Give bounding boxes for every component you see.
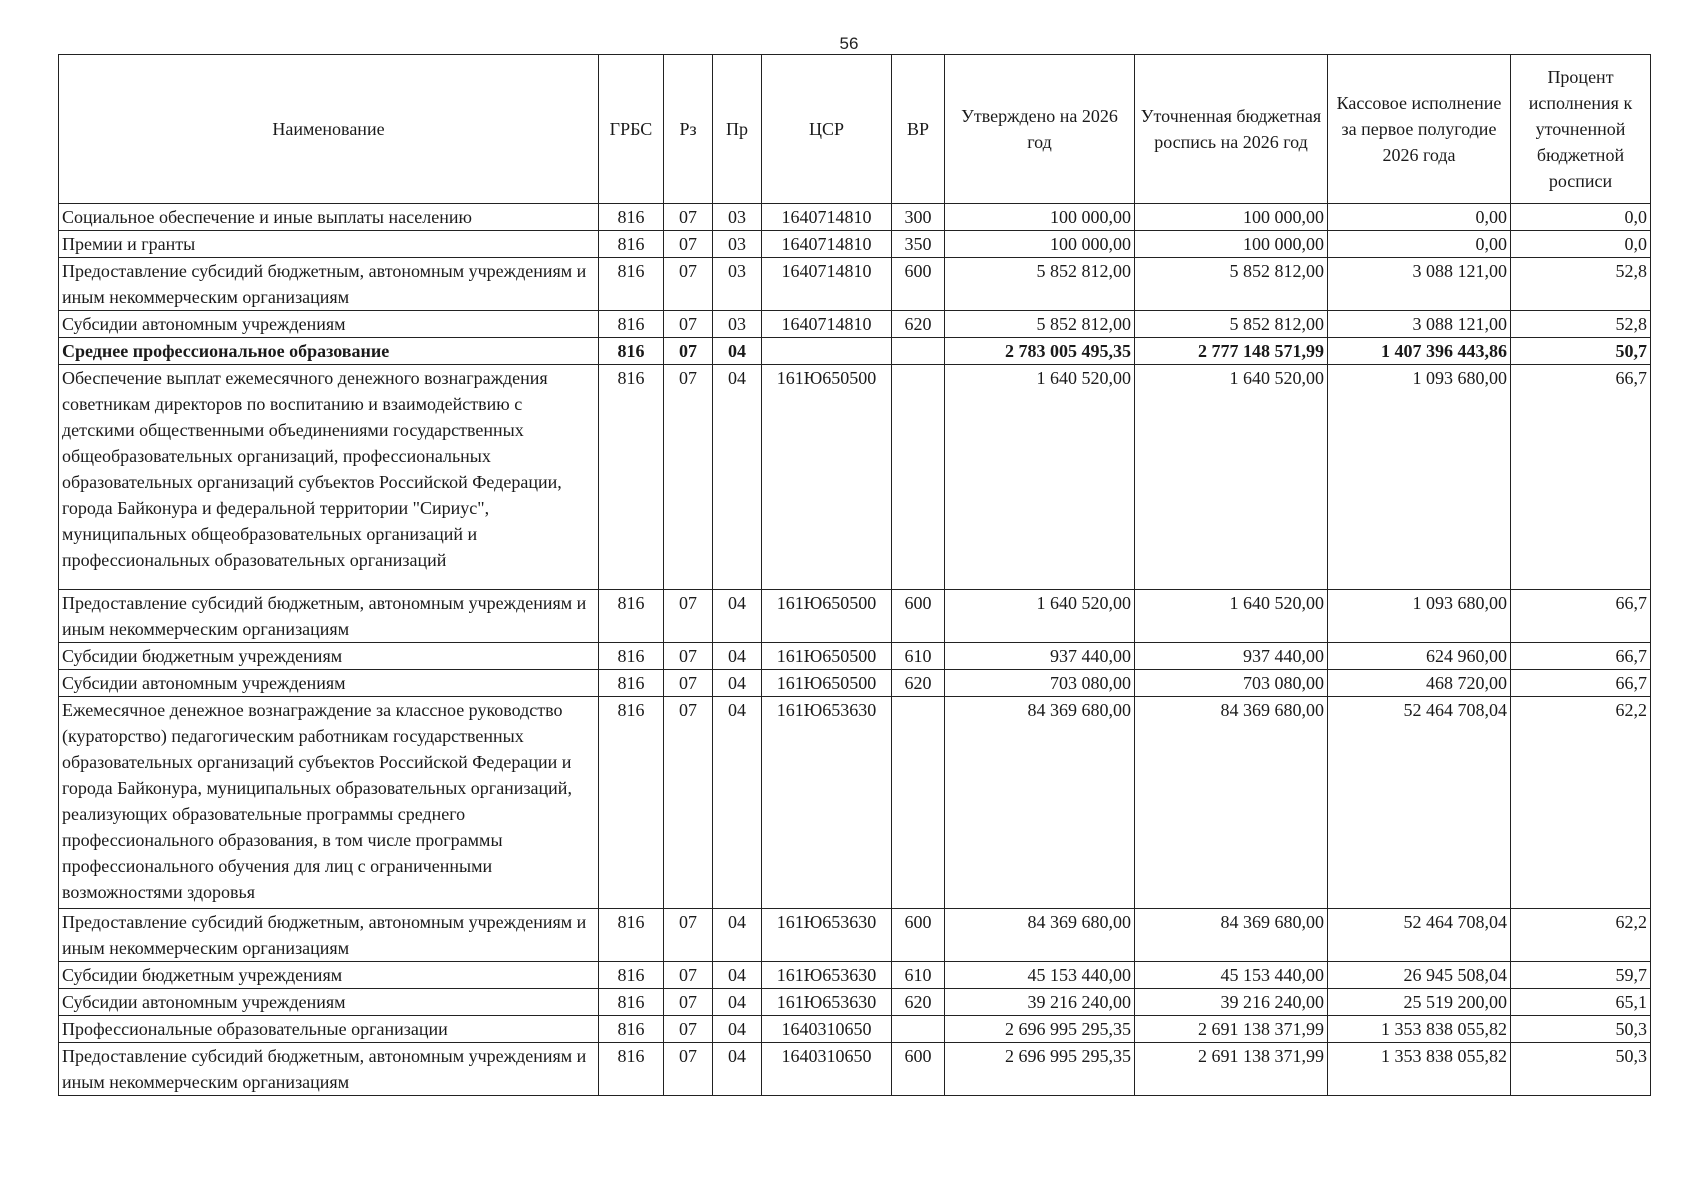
cell-cash: 1 093 680,00 bbox=[1328, 365, 1511, 590]
cell-pr: 04 bbox=[713, 670, 762, 697]
cell-grbs: 816 bbox=[599, 590, 664, 643]
cell-name: Среднее профессиональное образование bbox=[59, 338, 599, 365]
cell-refined: 937 440,00 bbox=[1135, 643, 1328, 670]
cell-grbs: 816 bbox=[599, 204, 664, 231]
cell-approved: 2 696 995 295,35 bbox=[945, 1043, 1135, 1096]
cell-csr: 1640714810 bbox=[762, 258, 892, 311]
cell-cash: 0,00 bbox=[1328, 231, 1511, 258]
cell-cash: 26 945 508,04 bbox=[1328, 962, 1511, 989]
cell-rz: 07 bbox=[664, 590, 713, 643]
cell-percent: 52,8 bbox=[1511, 311, 1651, 338]
table-row bbox=[59, 338, 1651, 365]
cell-percent: 65,1 bbox=[1511, 989, 1651, 1016]
cell-cash: 0,00 bbox=[1328, 204, 1511, 231]
cell-pr: 04 bbox=[713, 1043, 762, 1096]
header-refined: Уточненная бюджетная роспись на 2026 год bbox=[1135, 55, 1328, 204]
cell-name: Субсидии автономным учреждениям bbox=[59, 670, 599, 697]
cell-grbs: 816 bbox=[599, 1016, 664, 1043]
cell-approved: 84 369 680,00 bbox=[945, 697, 1135, 909]
cell-approved: 703 080,00 bbox=[945, 670, 1135, 697]
cell-grbs: 816 bbox=[599, 670, 664, 697]
cell-pr: 04 bbox=[713, 989, 762, 1016]
table-row bbox=[59, 1043, 1651, 1096]
cell-approved: 100 000,00 bbox=[945, 231, 1135, 258]
cell-percent: 59,7 bbox=[1511, 962, 1651, 989]
cell-cash: 1 407 396 443,86 bbox=[1328, 338, 1511, 365]
page-number: 56 bbox=[839, 34, 859, 53]
cell-name: Предоставление субсидий бюджетным, автономным учреждениям и иным некоммерческим организациям bbox=[59, 1043, 599, 1096]
cell-rz: 07 bbox=[664, 643, 713, 670]
cell-cash: 1 093 680,00 bbox=[1328, 590, 1511, 643]
cell-name: Субсидии автономным учреждениям bbox=[59, 989, 599, 1016]
cell-refined: 2 691 138 371,99 bbox=[1135, 1043, 1328, 1096]
cell-approved: 39 216 240,00 bbox=[945, 989, 1135, 1016]
cell-percent: 62,2 bbox=[1511, 909, 1651, 962]
cell-refined: 45 153 440,00 bbox=[1135, 962, 1328, 989]
cell-name: Предоставление субсидий бюджетным, автономным учреждениям и иным некоммерческим организациям bbox=[59, 258, 599, 311]
cell-vr: 610 bbox=[892, 962, 945, 989]
cell-rz: 07 bbox=[664, 311, 713, 338]
header-cash: Кассовое исполнение за первое полугодие 2026 года bbox=[1328, 55, 1511, 204]
cell-refined: 100 000,00 bbox=[1135, 231, 1328, 258]
cell-approved: 1 640 520,00 bbox=[945, 365, 1135, 590]
table-body bbox=[59, 204, 1651, 1096]
header-grbs: ГРБС bbox=[599, 55, 664, 204]
cell-cash: 624 960,00 bbox=[1328, 643, 1511, 670]
cell-rz: 07 bbox=[664, 962, 713, 989]
header-csr: ЦСР bbox=[762, 55, 892, 204]
header-vr: ВР bbox=[892, 55, 945, 204]
cell-name: Предоставление субсидий бюджетным, автономным учреждениям и иным некоммерческим организациям bbox=[59, 590, 599, 643]
cell-approved: 5 852 812,00 bbox=[945, 258, 1135, 311]
cell-csr: 1640714810 bbox=[762, 231, 892, 258]
cell-pr: 04 bbox=[713, 365, 762, 590]
cell-pr: 04 bbox=[713, 643, 762, 670]
cell-rz: 07 bbox=[664, 204, 713, 231]
cell-cash: 1 353 838 055,82 bbox=[1328, 1016, 1511, 1043]
cell-vr: 600 bbox=[892, 1043, 945, 1096]
header-pr: Пр bbox=[713, 55, 762, 204]
cell-name: Профессиональные образовательные организации bbox=[59, 1016, 599, 1043]
cell-csr: 161Ю650500 bbox=[762, 643, 892, 670]
cell-csr: 1640714810 bbox=[762, 204, 892, 231]
cell-grbs: 816 bbox=[599, 338, 664, 365]
table-row bbox=[59, 909, 1651, 962]
cell-grbs: 816 bbox=[599, 1043, 664, 1096]
cell-grbs: 816 bbox=[599, 697, 664, 909]
header-percent: Процент исполнения к уточненной бюджетной росписи bbox=[1511, 55, 1651, 204]
cell-percent: 66,7 bbox=[1511, 365, 1651, 590]
cell-percent: 50,3 bbox=[1511, 1043, 1651, 1096]
cell-pr: 04 bbox=[713, 1016, 762, 1043]
cell-refined: 5 852 812,00 bbox=[1135, 258, 1328, 311]
cell-vr bbox=[892, 365, 945, 590]
table-row bbox=[59, 590, 1651, 643]
cell-csr: 1640714810 bbox=[762, 311, 892, 338]
cell-cash: 3 088 121,00 bbox=[1328, 258, 1511, 311]
cell-grbs: 816 bbox=[599, 365, 664, 590]
cell-pr: 03 bbox=[713, 258, 762, 311]
budget-execution-table bbox=[58, 54, 1651, 1096]
cell-refined: 84 369 680,00 bbox=[1135, 909, 1328, 962]
table-row bbox=[59, 643, 1651, 670]
cell-cash: 25 519 200,00 bbox=[1328, 989, 1511, 1016]
header-rz: Рз bbox=[664, 55, 713, 204]
cell-refined: 2 691 138 371,99 bbox=[1135, 1016, 1328, 1043]
cell-rz: 07 bbox=[664, 670, 713, 697]
cell-cash: 52 464 708,04 bbox=[1328, 697, 1511, 909]
header-approved: Утверждено на 2026 год bbox=[945, 55, 1135, 204]
cell-csr: 161Ю653630 bbox=[762, 909, 892, 962]
cell-name: Субсидии автономным учреждениям bbox=[59, 311, 599, 338]
cell-vr: 620 bbox=[892, 989, 945, 1016]
cell-vr: 620 bbox=[892, 311, 945, 338]
cell-name: Субсидии бюджетным учреждениям bbox=[59, 643, 599, 670]
cell-approved: 45 153 440,00 bbox=[945, 962, 1135, 989]
cell-approved: 2 783 005 495,35 bbox=[945, 338, 1135, 365]
cell-csr: 161Ю653630 bbox=[762, 989, 892, 1016]
cell-percent: 50,7 bbox=[1511, 338, 1651, 365]
cell-rz: 07 bbox=[664, 1016, 713, 1043]
cell-refined: 100 000,00 bbox=[1135, 204, 1328, 231]
cell-refined: 5 852 812,00 bbox=[1135, 311, 1328, 338]
cell-percent: 66,7 bbox=[1511, 590, 1651, 643]
cell-name: Премии и гранты bbox=[59, 231, 599, 258]
cell-rz: 07 bbox=[664, 258, 713, 311]
cell-csr: 161Ю653630 bbox=[762, 697, 892, 909]
cell-percent: 0,0 bbox=[1511, 204, 1651, 231]
cell-grbs: 816 bbox=[599, 989, 664, 1016]
cell-rz: 07 bbox=[664, 989, 713, 1016]
cell-vr: 600 bbox=[892, 909, 945, 962]
cell-pr: 03 bbox=[713, 204, 762, 231]
cell-percent: 66,7 bbox=[1511, 670, 1651, 697]
cell-grbs: 816 bbox=[599, 231, 664, 258]
cell-rz: 07 bbox=[664, 697, 713, 909]
cell-csr: 1640310650 bbox=[762, 1043, 892, 1096]
cell-refined: 84 369 680,00 bbox=[1135, 697, 1328, 909]
cell-approved: 1 640 520,00 bbox=[945, 590, 1135, 643]
cell-vr bbox=[892, 697, 945, 909]
cell-pr: 03 bbox=[713, 231, 762, 258]
cell-approved: 100 000,00 bbox=[945, 204, 1135, 231]
cell-approved: 5 852 812,00 bbox=[945, 311, 1135, 338]
cell-cash: 468 720,00 bbox=[1328, 670, 1511, 697]
cell-pr: 04 bbox=[713, 697, 762, 909]
table-header-row bbox=[59, 55, 1651, 204]
cell-pr: 03 bbox=[713, 311, 762, 338]
cell-csr: 1640310650 bbox=[762, 1016, 892, 1043]
cell-approved: 84 369 680,00 bbox=[945, 909, 1135, 962]
cell-vr: 300 bbox=[892, 204, 945, 231]
table-row bbox=[59, 365, 1651, 590]
cell-pr: 04 bbox=[713, 590, 762, 643]
cell-grbs: 816 bbox=[599, 311, 664, 338]
cell-cash: 52 464 708,04 bbox=[1328, 909, 1511, 962]
cell-name: Обеспечение выплат ежемесячного денежного вознаграждения советникам директоров по воспитанию и взаимодействию с детскими общественными объединениями государственных общеобразовательных организаций, профессиональных образовательных организаций субъектов Российской Федерации, города Байконура и федеральной территории "Сириус", муниципальных общеобразовательных организаций и профессиональных образовательных организаций bbox=[59, 365, 599, 590]
cell-rz: 07 bbox=[664, 909, 713, 962]
cell-vr: 600 bbox=[892, 590, 945, 643]
table-row bbox=[59, 697, 1651, 909]
cell-percent: 52,8 bbox=[1511, 258, 1651, 311]
cell-grbs: 816 bbox=[599, 643, 664, 670]
cell-percent: 66,7 bbox=[1511, 643, 1651, 670]
cell-grbs: 816 bbox=[599, 258, 664, 311]
cell-percent: 62,2 bbox=[1511, 697, 1651, 909]
cell-percent: 50,3 bbox=[1511, 1016, 1651, 1043]
cell-name: Субсидии бюджетным учреждениям bbox=[59, 962, 599, 989]
cell-pr: 04 bbox=[713, 909, 762, 962]
cell-cash: 1 353 838 055,82 bbox=[1328, 1043, 1511, 1096]
cell-pr: 04 bbox=[713, 338, 762, 365]
cell-vr: 600 bbox=[892, 258, 945, 311]
cell-refined: 39 216 240,00 bbox=[1135, 989, 1328, 1016]
cell-pr: 04 bbox=[713, 962, 762, 989]
cell-vr: 610 bbox=[892, 643, 945, 670]
table-row bbox=[59, 231, 1651, 258]
cell-vr bbox=[892, 338, 945, 365]
cell-vr bbox=[892, 1016, 945, 1043]
table-row bbox=[59, 670, 1651, 697]
cell-csr: 161Ю650500 bbox=[762, 365, 892, 590]
cell-vr: 620 bbox=[892, 670, 945, 697]
cell-name: Социальное обеспечение и иные выплаты населению bbox=[59, 204, 599, 231]
cell-name: Предоставление субсидий бюджетным, автономным учреждениям и иным некоммерческим организациям bbox=[59, 909, 599, 962]
table-row bbox=[59, 258, 1651, 311]
cell-vr: 350 bbox=[892, 231, 945, 258]
cell-refined: 2 777 148 571,99 bbox=[1135, 338, 1328, 365]
table-row bbox=[59, 962, 1651, 989]
cell-approved: 937 440,00 bbox=[945, 643, 1135, 670]
cell-refined: 1 640 520,00 bbox=[1135, 590, 1328, 643]
cell-rz: 07 bbox=[664, 1043, 713, 1096]
table-row bbox=[59, 311, 1651, 338]
cell-grbs: 816 bbox=[599, 962, 664, 989]
cell-grbs: 816 bbox=[599, 909, 664, 962]
cell-csr: 161Ю650500 bbox=[762, 590, 892, 643]
cell-percent: 0,0 bbox=[1511, 231, 1651, 258]
cell-csr: 161Ю650500 bbox=[762, 670, 892, 697]
cell-approved: 2 696 995 295,35 bbox=[945, 1016, 1135, 1043]
cell-csr: 161Ю653630 bbox=[762, 962, 892, 989]
cell-refined: 703 080,00 bbox=[1135, 670, 1328, 697]
cell-rz: 07 bbox=[664, 231, 713, 258]
cell-rz: 07 bbox=[664, 365, 713, 590]
cell-name: Ежемесячное денежное вознаграждение за классное руководство (кураторство) педагогическим работникам государственных образовательных организаций субъектов Российской Федерации и города Байконура, муниципальных образовательных организаций, реализующих образовательные программы среднего профессионального образования, в том числе программы профессионального обучения для лиц с ограниченными возможностями здоровья bbox=[59, 697, 599, 909]
table-row bbox=[59, 989, 1651, 1016]
cell-csr bbox=[762, 338, 892, 365]
cell-refined: 1 640 520,00 bbox=[1135, 365, 1328, 590]
cell-cash: 3 088 121,00 bbox=[1328, 311, 1511, 338]
table-row bbox=[59, 1016, 1651, 1043]
table-row bbox=[59, 204, 1651, 231]
header-name: Наименование bbox=[59, 55, 599, 204]
cell-rz: 07 bbox=[664, 338, 713, 365]
